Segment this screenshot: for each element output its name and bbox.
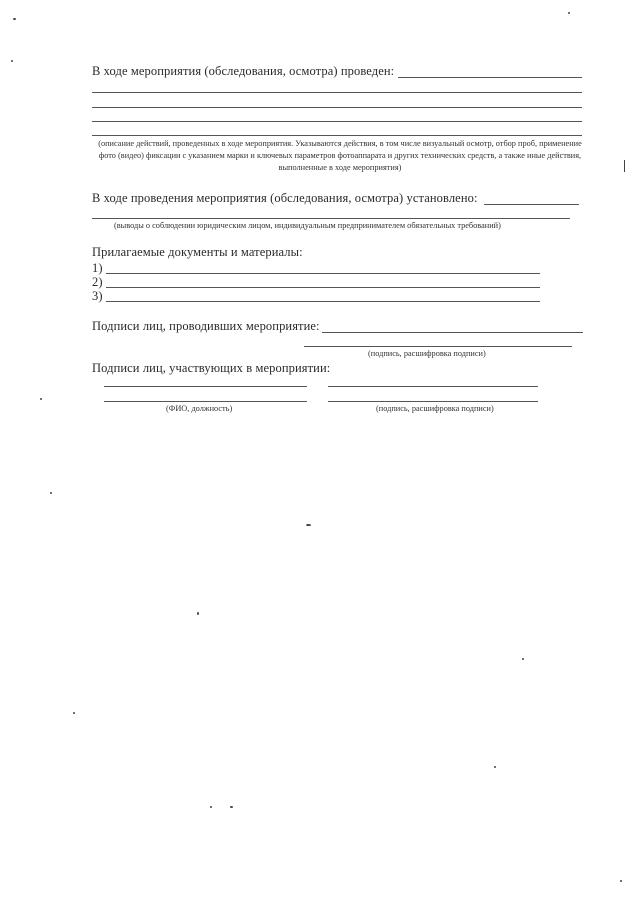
attachment-item-number: 2): [92, 275, 103, 289]
attachment-item-line[interactable]: [106, 273, 540, 274]
conducted-fill-line[interactable]: [92, 135, 582, 136]
attachment-item-number: 1): [92, 261, 103, 275]
scan-speck: [40, 398, 42, 400]
participant-name-caption: (ФИО, должность): [166, 404, 233, 413]
scan-speck: [13, 18, 16, 20]
scan-speck: [624, 160, 625, 172]
scan-speck: [73, 712, 75, 714]
scan-speck: [306, 524, 311, 526]
conducted-fill-line[interactable]: [92, 107, 582, 108]
scan-speck: [620, 880, 622, 882]
scan-speck: [50, 492, 52, 494]
conducted-fill-line[interactable]: [398, 77, 582, 78]
attachment-item-line[interactable]: [106, 301, 540, 302]
participant-name-line[interactable]: [104, 386, 307, 387]
conducted-fill-line[interactable]: [92, 121, 582, 122]
attachment-item-number: 3): [92, 289, 103, 303]
signatures-conducting-caption: (подпись, расшифровка подписи): [368, 349, 486, 358]
participant-name-line[interactable]: [104, 401, 307, 402]
conducted-fill-line[interactable]: [92, 92, 582, 93]
signature-conducting-line[interactable]: [322, 332, 583, 333]
attachments-label: Прилагаемые документы и материалы:: [92, 245, 303, 259]
scan-speck: [522, 658, 524, 660]
participant-signature-caption: (подпись, расшифровка подписи): [376, 404, 494, 413]
scan-speck: [197, 612, 199, 615]
conducted-caption: (описание действий, проведенных в ходе мероприятия. Указываются действия, в том числе визуальный осмотр, отбор проб, применение фото (видео) фиксации с указанием марки и ключевых параметров фотоаппарата и других технических средств, а также иные действия, выполненные в ходе мероприятия): [98, 139, 582, 172]
participant-signature-line[interactable]: [328, 401, 538, 402]
attachment-item-line[interactable]: [106, 287, 540, 288]
signature-conducting-line[interactable]: [304, 346, 572, 347]
scan-speck: [210, 806, 212, 808]
conducted-label: В ходе мероприятия (обследования, осмотра) проведен:: [92, 64, 395, 78]
established-fill-line[interactable]: [92, 218, 570, 219]
scan-speck: [568, 12, 570, 14]
signatures-conducting-label: Подписи лиц, проводивших мероприятие:: [92, 319, 320, 333]
scan-speck: [11, 60, 13, 62]
established-label: В ходе проведения мероприятия (обследования, осмотра) установлено:: [92, 191, 478, 205]
scan-speck: [230, 806, 233, 808]
scan-speck: [494, 766, 496, 768]
participant-signature-line[interactable]: [328, 386, 538, 387]
established-fill-line[interactable]: [484, 204, 579, 205]
signatures-participating-label: Подписи лиц, участвующих в мероприятии:: [92, 361, 331, 375]
established-caption: (выводы о соблюдении юридическим лицом, индивидуальным предпринимателем обязательных требований): [114, 221, 501, 230]
